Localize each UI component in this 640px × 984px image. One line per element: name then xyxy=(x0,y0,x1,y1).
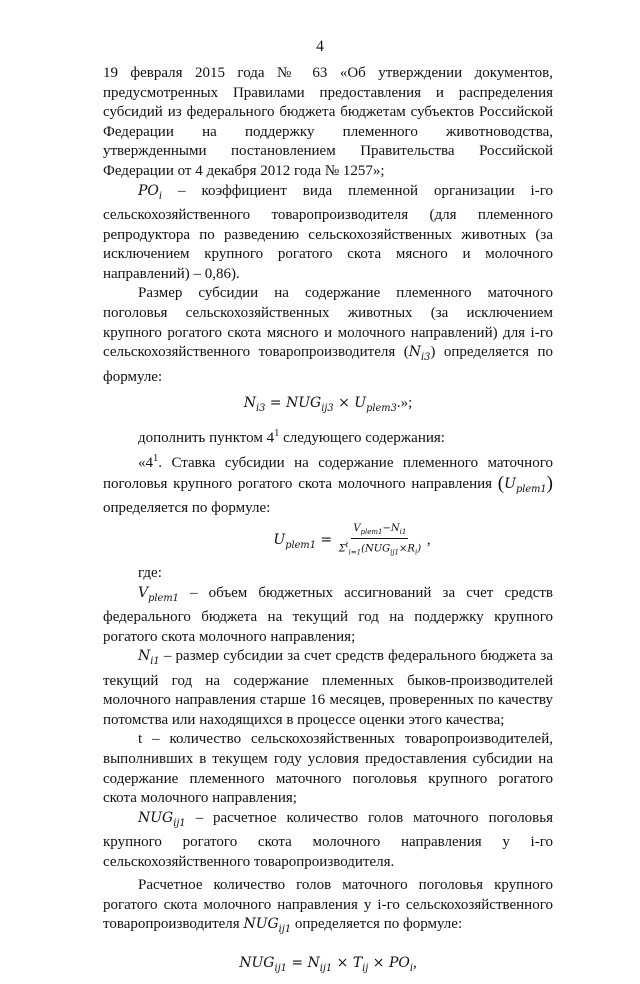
definition-ni1: $N_{i1}$ – размер субсидии за счет средств федерального бюджета за текущий год на содержание племенных быков-производителей молочного направления старше 16 месяцев, проверенных по качеству потомства или находящихся в процессе оценки этого качества; xyxy=(103,648,553,728)
fraction-numerator: $V_{plem1}-N_{i1}$ xyxy=(351,523,408,539)
paragraph-add-point: дополнить пунктом $4^1$ следующего содержания: xyxy=(138,428,445,447)
ni3-symbol: $N_{i3}$ xyxy=(408,344,431,363)
fraction-denominator: $\Sigma^t_{i=1}(NUG_{ij1}\times R_i)$ xyxy=(338,540,422,556)
paragraph-decree-ref: 19 февраля 2015 года № 63 «Об утверждении документов, предусмотренных Правилами предоставления и распределения субсидий из федерального бюджета бюджетам субъектов Российской Федерации на поддержку племенного животноводства, утвержденными постановлением Правительства Российской Федерации от 4 декабря 2012 года № 1257»; xyxy=(103,65,553,179)
formula-uplem1: $U_{plem1}$ = $\frac{V_{plem1}-N_{i1}}{\Sigma^t_{i=1}(NUG_{ij1}\times R_i)}$ , xyxy=(273,522,431,556)
definition-vplem1: $V_{plem1}$ – объем бюджетных ассигнований за счет средств федерального бюджета на текущий год на поддержку крупного рогатого скота молочного направления; xyxy=(103,584,553,645)
po-symbol: $PO_i$ xyxy=(138,182,163,202)
document-body xyxy=(103,64,553,984)
fraction xyxy=(337,523,424,558)
paragraph-po-definition: $PO_i$ – коэффициент вида племенной организации i-го сельскохозяйственного товаропроизводителя (для племенного репродуктора по разведению сельскохозяйственных животных (за исключением крупного рогатого скота мясного и молочного направлений) – 0,86). xyxy=(103,182,553,282)
paragraph-subsidy-size: Размер субсидии на содержание племенного маточного поголовья сельскохозяйственных животных (за исключением крупного рогатого скота мясного и молочного направлений) для i-го сельскохозяйственного товаропроизводителя $(N_{i3})$ определяется по формуле: xyxy=(103,285,553,385)
paragraph-calc-heads: Расчетное количество голов маточного поголовья крупного рогатого скота молочного направления у i-го сельскохозяйственного товаропроизводителя $NUG_{ij1}$ определяется по формуле: xyxy=(103,877,553,936)
page-number: 4 xyxy=(316,38,324,55)
definition-t: t – количество сельскохозяйственных товаропроизводителей, выполнивших в текущем году условия предоставления субсидии на содержание племенного маточного поголовья крупного рогатого скота молочного направления; xyxy=(103,731,553,807)
paragraph-point-4-1: «$4^1$. Ставка субсидии на содержание племенного маточного поголовья крупного рогатого скота молочного направления $(U_{plem1})$ определяется по формуле: xyxy=(103,453,553,517)
uplem1-symbol: $U_{plem1}$ xyxy=(504,475,547,495)
formula-ni3: $N_{i3} = NUG_{ij3} \times U_{plem3}$.»; xyxy=(243,395,413,414)
formula-nugij1: $NUG_{ij1} = N_{ij1} \times T_{ij} \times PO_i$, xyxy=(239,954,417,974)
where-label: где: xyxy=(138,564,162,581)
definition-nugij1: $NUG_{ij1}$ – расчетное количество голов маточного поголовья крупного рогатого скота молочного направления у i-го сельскохозяйственного товаропроизводителя. xyxy=(103,809,553,870)
